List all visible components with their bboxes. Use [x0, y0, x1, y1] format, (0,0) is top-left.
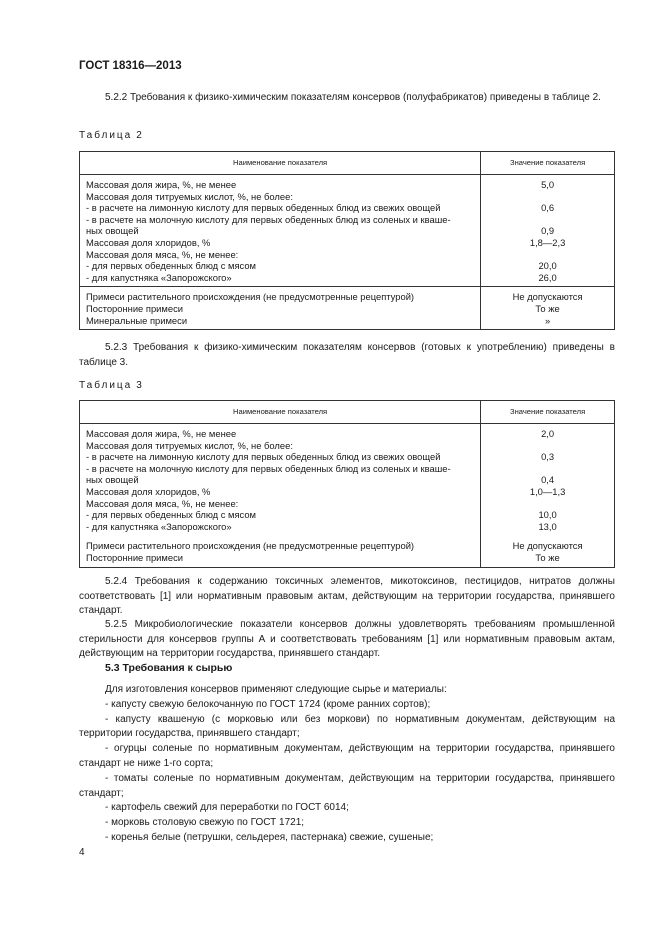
row-value: 2,0	[481, 424, 615, 440]
row-value	[481, 214, 615, 226]
table-row	[80, 498, 615, 510]
row-name: - в расчете на лимонную кислоту для первых обеденных блюд из свежих овощей	[80, 451, 481, 463]
paragraph-5-2-2: 5.2.2 Требования к физико-химическим показателям консервов (полуфабрикатов) приведены в таблице 2.	[105, 92, 601, 103]
paragraph-5-2-5: 5.2.5 Микробиологические показатели консервов должны удовлетворять требованиям промышленной стерильности для консервов группы А и соответствовать требованиям [1] или нормативным правовым актам, действующим на территории государства, принявшего стандарт.	[79, 619, 615, 659]
table-row	[80, 175, 615, 191]
row-name: - для капустняка «Запорожского»	[80, 521, 481, 533]
caption-word: Таблица	[79, 380, 133, 391]
row-value	[481, 463, 615, 475]
document-code: ГОСТ 18316—2013	[79, 60, 182, 72]
row-value: 1,0—1,3	[481, 486, 615, 498]
table-3-header-name: Наименование показателя	[80, 401, 481, 424]
table-row	[80, 287, 615, 303]
row-name: Массовая доля жира, %, не менее	[80, 175, 481, 191]
table-row	[80, 260, 615, 272]
list-item: - картофель свежий для переработки по ГОСТ 6014;	[105, 802, 349, 814]
table-row	[80, 451, 615, 463]
table-row	[80, 509, 615, 521]
table-3-header-value: Значение показателя	[481, 401, 615, 424]
table-2-caption	[79, 130, 142, 141]
row-name: - для первых обеденных блюд с мясом	[80, 260, 481, 272]
row-value: 1,8—2,3	[481, 237, 615, 249]
row-name: - в расчете на молочную кислоту для первых обеденных блюд из соленых и кваше-	[80, 214, 481, 226]
table-2-header-value: Значение показателя	[481, 152, 615, 175]
row-name: Массовая доля титруемых кислот, %, не более:	[80, 191, 481, 203]
row-name: - в расчете на молочную кислоту для первых обеденных блюд из соленых и кваше-	[80, 463, 481, 475]
row-name: Массовая доля жира, %, не менее	[80, 424, 481, 440]
row-value: 10,0	[481, 509, 615, 521]
list-item: - капусту квашеную (с морковью или без моркови) по нормативным документам, действующим на территории государства, принявшего стандарт;	[79, 713, 615, 740]
table-row	[80, 202, 615, 214]
table-row	[80, 463, 615, 475]
row-value: 0,3	[481, 451, 615, 463]
table-row	[80, 474, 615, 486]
table-row	[80, 191, 615, 203]
page-number: 4	[79, 847, 85, 858]
row-name: Посторонние примеси	[80, 552, 481, 567]
list-item: - морковь столовую свежую по ГОСТ 1721;	[105, 817, 305, 829]
row-name: Посторонние примеси	[80, 303, 481, 315]
row-value	[481, 498, 615, 510]
table-row	[80, 272, 615, 287]
row-name: Массовая доля хлоридов, %	[80, 486, 481, 498]
table-row	[80, 214, 615, 226]
list-item: - томаты соленые по нормативным документам, действующим на территории государства, принявшего стандарт;	[79, 772, 615, 799]
table-row	[80, 249, 615, 261]
row-name: Примеси растительного происхождения (не предусмотренные рецептурой)	[80, 287, 481, 303]
caption-number: 3	[136, 380, 142, 391]
table-row	[80, 521, 615, 533]
list-item: - огурцы соленые по нормативным документам, действующим на территории государства, принявшего стандарт не ниже 1-го сорта;	[79, 743, 615, 769]
table-row	[80, 540, 615, 552]
row-value: 26,0	[481, 272, 615, 287]
row-name: ных овощей	[80, 474, 481, 486]
list-intro: Для изготовления консервов применяют следующие сырье и материалы:	[105, 684, 447, 695]
table-3	[79, 400, 615, 568]
row-name: Минеральные примеси	[80, 315, 481, 330]
table-row	[80, 486, 615, 498]
row-value: »	[481, 315, 615, 330]
row-value: То же	[481, 303, 615, 315]
row-value: Не допускаются	[481, 540, 615, 552]
table-row	[80, 303, 615, 315]
table-row	[80, 315, 615, 330]
row-name: - в расчете на лимонную кислоту для первых обеденных блюд из свежих овощей	[80, 202, 481, 214]
table-2	[79, 151, 615, 330]
row-value: То же	[481, 552, 615, 567]
table-2-header-name: Наименование показателя	[80, 152, 481, 175]
section-title-5-3: 5.3 Требования к сырью	[105, 662, 233, 674]
row-name: Массовая доля титруемых кислот, %, не более:	[80, 440, 481, 452]
paragraph-5-2-4: 5.2.4 Требования к содержанию токсичных элементов, микотоксинов, пестицидов, нитратов должны соответствовать [1] или нормативным правовым актам, действующим на территории государства, принявшего стандарт.	[79, 576, 615, 616]
table-row	[80, 237, 615, 249]
raw-materials-list	[79, 683, 615, 846]
table-3-caption	[79, 380, 142, 391]
row-value: 0,4	[481, 474, 615, 486]
row-value: 0,6	[481, 202, 615, 214]
row-value: Не допускаются	[481, 287, 615, 303]
row-name: - для первых обеденных блюд с мясом	[80, 509, 481, 521]
row-name: Массовая доля мяса, %, не менее:	[80, 249, 481, 261]
row-name: ных овощей	[80, 225, 481, 237]
paragraph-5-2-3: 5.2.3 Требования к физико-химическим показателям консервов (готовых к употреблению) приведены в таблице 3.	[79, 342, 615, 368]
list-item: - капусту свежую белокочанную по ГОСТ 1724 (кроме ранних сортов);	[105, 698, 431, 710]
table-row	[80, 225, 615, 237]
table-row	[80, 532, 615, 540]
row-value: 0,9	[481, 225, 615, 237]
caption-word: Таблица	[79, 130, 133, 141]
caption-number: 2	[136, 130, 142, 141]
table-row	[80, 440, 615, 452]
row-value	[481, 191, 615, 203]
row-name: Примеси растительного происхождения (не предусмотренные рецептурой)	[80, 540, 481, 552]
row-value	[481, 249, 615, 261]
row-name: Массовая доля хлоридов, %	[80, 237, 481, 249]
row-value	[481, 440, 615, 452]
row-value: 20,0	[481, 260, 615, 272]
table-row	[80, 424, 615, 440]
table-row	[80, 552, 615, 567]
row-value: 5,0	[481, 175, 615, 191]
row-name: Массовая доля мяса, %, не менее:	[80, 498, 481, 510]
row-name: - для капустняка «Запорожского»	[80, 272, 481, 287]
list-item: - коренья белые (петрушки, сельдерея, пастернака) свежие, сушеные;	[105, 831, 434, 843]
row-value: 13,0	[481, 521, 615, 533]
